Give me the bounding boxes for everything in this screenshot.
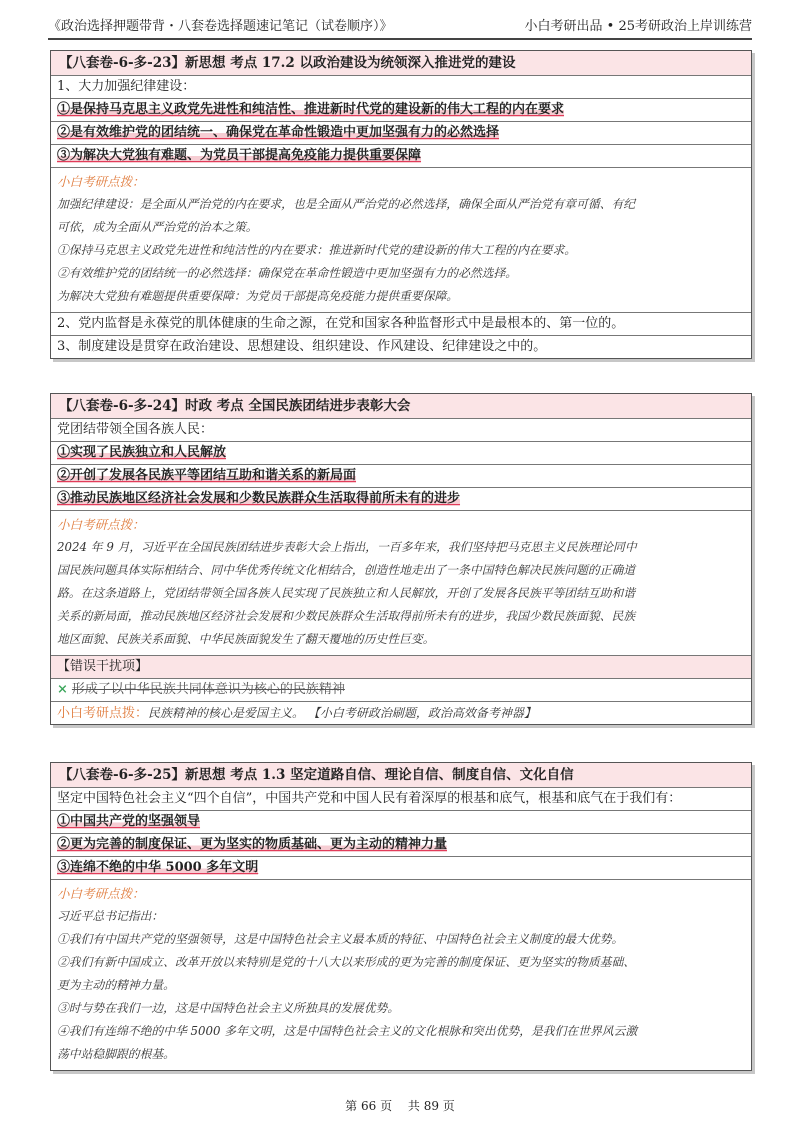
wrong-tip: 民族精神的核心是爱国主义。 【小白考研政治刷题，政治高效备考神器】 [148,706,536,720]
option-1: ①中国共产党的坚强领导 [51,811,751,834]
option-2: ②是有效维护党的团结统一、确保党在革命性锻造中更加坚强有力的必然选择 [51,122,751,145]
tip-line: ④我们有连绵不绝的中华 5000 多年文明，这是中国特色社会主义的文化根脉和突出优势，是我们在世界风云激 [57,1024,638,1038]
tip-block [51,511,751,656]
tip-line: ①保持马克思主义政党先进性和纯洁性的内在要求：推进新时代党的建设新的伟大工程的内在要求。 [57,243,577,257]
question-card-23 [50,50,752,359]
tip-line: 关系的新局面，推动民族地区经济社会发展和少数民族群众生活取得前所未有的进步，我国少数民族面貌、民族 [57,609,636,623]
page-number: 第 66 页 [345,1099,393,1113]
tip-line: 路。在这条道路上，党团结带领全国各族人民实现了民族独立和人民解放，开创了发展各民族平等团结互助和谐 [57,586,636,600]
interference-heading: 【错误干扰项】 [51,656,751,679]
header-right: 小白考研出品 • 25考研政治上岸训练营 [524,18,752,34]
question-card-24 [50,393,752,725]
card-title: 【八套卷-6-多-24】时政 考点 全国民族团结进步表彰大会 [51,394,751,419]
page-total: 共 89 页 [407,1099,455,1113]
option-1: ①是保持马克思主义政党先进性和纯洁性、推进新时代党的建设新的伟大工程的内在要求 [51,99,751,122]
tip-line: 加强纪律建设：是全面从严治党的内在要求，也是全面从严治党的必然选择，确保全面从严治党有章可循、有纪 [57,197,636,211]
option-3: ③推动民族地区经济社会发展和少数民族群众生活取得前所未有的进步 [51,488,751,511]
tip-line: 地区面貌、民族关系面貌、中华民族面貌发生了翻天覆地的历史性巨变。 [57,632,435,646]
tip-line: 荡中站稳脚跟的根基。 [57,1047,175,1061]
wrong-tip-row [51,702,751,724]
card-title: 【八套卷-6-多-25】新思想 考点 1.3 坚定道路自信、理论自信、制度自信、文化自信 [51,763,751,788]
tip-line: ②我们有新中国成立、改革开放以来特别是党的十八大以来形成的更为完善的制度保证、更为坚实的物质基础、 [57,955,636,969]
wrong-option-row [51,679,751,702]
card-title: 【八套卷-6-多-23】新思想 考点 17.2 以政治建设为统领深入推进党的建设 [51,51,751,76]
extra-point: 2、党内监督是永葆党的肌体健康的生命之源，在党和国家各种监督形式中是最根本的、第一位的。 [51,313,751,336]
cross-icon: × [57,682,68,697]
tip-line: 国民族问题具体实际相结合、同中华优秀传统文化相结合，创造性地走出了一条中国特色解决民族问题的正确道 [57,563,636,577]
tip-line: 更为主动的精神力量。 [57,978,175,992]
option-3: ③为解决大党独有难题、为党员干部提高免疫能力提供重要保障 [51,145,751,168]
tip-label: 小白考研点拨： [57,886,145,901]
tip-line: 2024 年 9 月，习近平在全国民族团结进步表彰大会上指出，一百多年来，我们坚持把马克思主义民族理论同中 [57,540,637,554]
tip-line: ②有效维护党的团结统一的必然选择：确保党在革命性锻造中更加坚强有力的必然选择。 [57,266,518,280]
question-stem: 坚定中国特色社会主义“四个自信”，中国共产党和中国人民有着深厚的根基和底气，根基和底气在于我们有： [51,788,751,811]
page-header [48,10,752,40]
tip-line: 为解决大党独有难题提供重要保障：为党员干部提高免疫能力提供重要保障。 [57,289,459,303]
wrong-option: 形成了以中华民族共同体意识为核心的民族精神 [71,682,345,697]
tip-line: ①我们有中国共产党的坚强领导，这是中国特色社会主义最本质的特征、中国特色社会主义制度的最大优势。 [57,932,624,946]
tip-label: 小白考研点拨： [57,174,145,189]
tip-block [51,880,751,1070]
tip-label: 小白考研点拨： [57,517,145,532]
tip-label: 小白考研点拨： [57,706,149,721]
tip-line: 可依，成为全面从严治党的治本之策。 [57,220,258,234]
option-2: ②开创了发展各民族平等团结互助和谐关系的新局面 [51,465,751,488]
question-stem: 1、大力加强纪律建设： [51,76,751,99]
option-3: ③连绵不绝的中华 5000 多年文明 [51,857,751,880]
question-stem: 党团结带领全国各族人民： [51,419,751,442]
header-left: 《政治选择押题带背・八套卷选择题速记笔记（试卷顺序）》 [48,18,393,34]
question-card-25 [50,762,752,1071]
tip-line: ③时与势在我们一边，这是中国特色社会主义所独具的发展优势。 [57,1001,400,1015]
tip-line: 习近平总书记指出： [57,909,164,923]
option-1: ①实现了民族独立和人民解放 [51,442,751,465]
option-2: ②更为完善的制度保证、更为坚实的物质基础、更为主动的精神力量 [51,834,751,857]
tip-block [51,168,751,313]
page-footer [0,1097,800,1114]
extra-point: 3、制度建设是贯穿在政治建设、思想建设、组织建设、作风建设、纪律建设之中的。 [57,339,547,354]
